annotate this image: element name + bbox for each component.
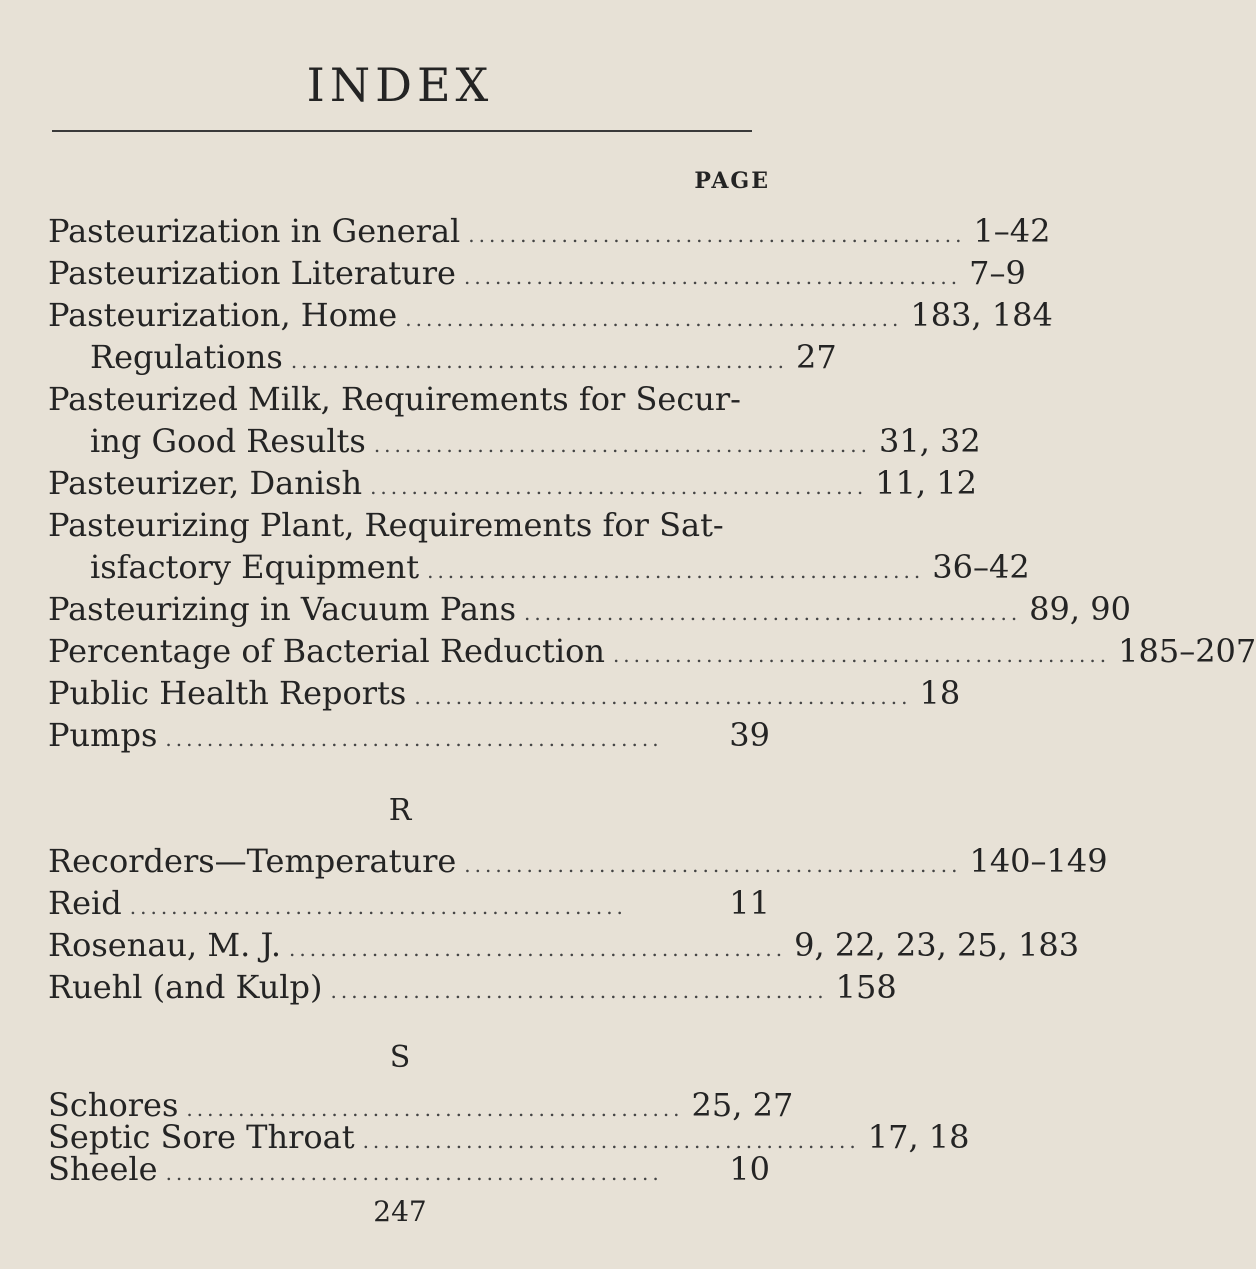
leader-dots: ................................................ [524,601,1022,625]
entry-pages: 140–149 [969,842,1108,880]
leader-dots: ................................................ [612,643,1111,667]
leader-dots: ................................................ [129,895,627,919]
index-entry [48,924,1080,966]
page-title: INDEX [306,58,494,112]
leader-dots: ................................................ [405,307,903,331]
entry-term: Rosenau, M. J. [48,926,281,964]
entry-term: Pumps [48,716,158,754]
entry-pages: 158 [835,968,897,1006]
entry-term: Public Health Reports [48,674,407,712]
index-entry [48,252,1026,294]
leader-dots: ................................................ [468,223,966,247]
leader-dots: ................................................ [290,349,788,373]
leader-dots: ................................................ [362,1129,860,1153]
entry-pages: 9, 22, 23, 25, 183 [794,926,1080,964]
leader-dots: ................................................ [186,1097,684,1121]
leader-dots: ................................................ [463,265,962,289]
leader-dots: ................................................ [373,433,871,457]
entry-term: Sheele [48,1150,158,1188]
entry-pages: 11, 12 [875,464,977,502]
entry-term: Ruehl (and Kulp) [48,968,323,1006]
entry-term: Percentage of Bacterial Reduction [48,632,605,670]
entry-term: Pasteurization in General [48,212,461,250]
entry-term: Pasteurizing Plant, Requirements for Sat- [48,506,724,544]
index-entry-continuation [90,420,981,462]
index-entry [48,840,1108,882]
entry-term: Pasteurization, Home [48,296,398,334]
page-number: 247 [373,1195,427,1228]
index-subentry [90,336,837,378]
page-column-heading: PAGE [694,168,770,194]
section-letter-s: S [389,1040,411,1075]
entry-term: Pasteurized Milk, Requirements for Secur- [48,380,741,418]
index-entry-continuation [90,546,1030,588]
entry-pages: 27 [795,338,837,376]
index-entry [48,210,1051,252]
leader-dots: ................................................ [414,685,912,709]
entry-pages: 31, 32 [878,422,981,460]
entry-term: Recorders—Temperature [48,842,457,880]
entry-term: isfactory Equipment [90,548,420,586]
entry-pages: 39 [729,716,770,754]
leader-dots: ................................................ [165,1161,663,1185]
entry-pages: 1–42 [973,212,1051,250]
entry-term: Pasteurization Literature [48,254,456,292]
index-entry [48,588,1131,630]
index-entry [48,378,770,420]
entry-term: Reid [48,884,122,922]
section-letter-r: R [388,793,412,828]
entry-term: Pasteurizer, Danish [48,464,363,502]
index-entry [48,294,1053,336]
entry-pages: 11 [729,884,770,922]
leader-dots: ................................................ [288,937,787,961]
entry-pages: 17, 18 [867,1118,970,1156]
leader-dots: ................................................ [427,559,925,583]
entry-pages: 185–207 [1118,632,1256,670]
entry-pages: 89, 90 [1029,590,1131,628]
entry-pages: 7–9 [969,254,1026,292]
entry-pages: 18 [919,674,961,712]
index-entry [48,714,770,756]
entry-term: Regulations [90,338,283,376]
title-rule [52,130,752,132]
leader-dots: ................................................ [370,475,868,499]
entry-pages: 10 [729,1150,770,1188]
index-entry [48,672,961,714]
entry-term: Septic Sore Throat [48,1118,355,1156]
entry-pages: 183, 184 [910,296,1053,334]
entry-term: Schores [48,1086,179,1124]
entry-pages: 25, 27 [691,1086,794,1124]
index-entry [48,630,1256,672]
index-entry [48,1148,770,1190]
entry-term: ing Good Results [90,422,366,460]
entry-pages: 36–42 [932,548,1030,586]
index-entry [48,462,977,504]
index-entry [48,966,897,1008]
leader-dots: ................................................ [165,727,663,751]
index-entry [48,504,770,546]
entry-term: Pasteurizing in Vacuum Pans [48,590,517,628]
leader-dots: ................................................ [330,979,828,1003]
index-entry [48,882,770,924]
leader-dots: ................................................ [464,853,962,877]
